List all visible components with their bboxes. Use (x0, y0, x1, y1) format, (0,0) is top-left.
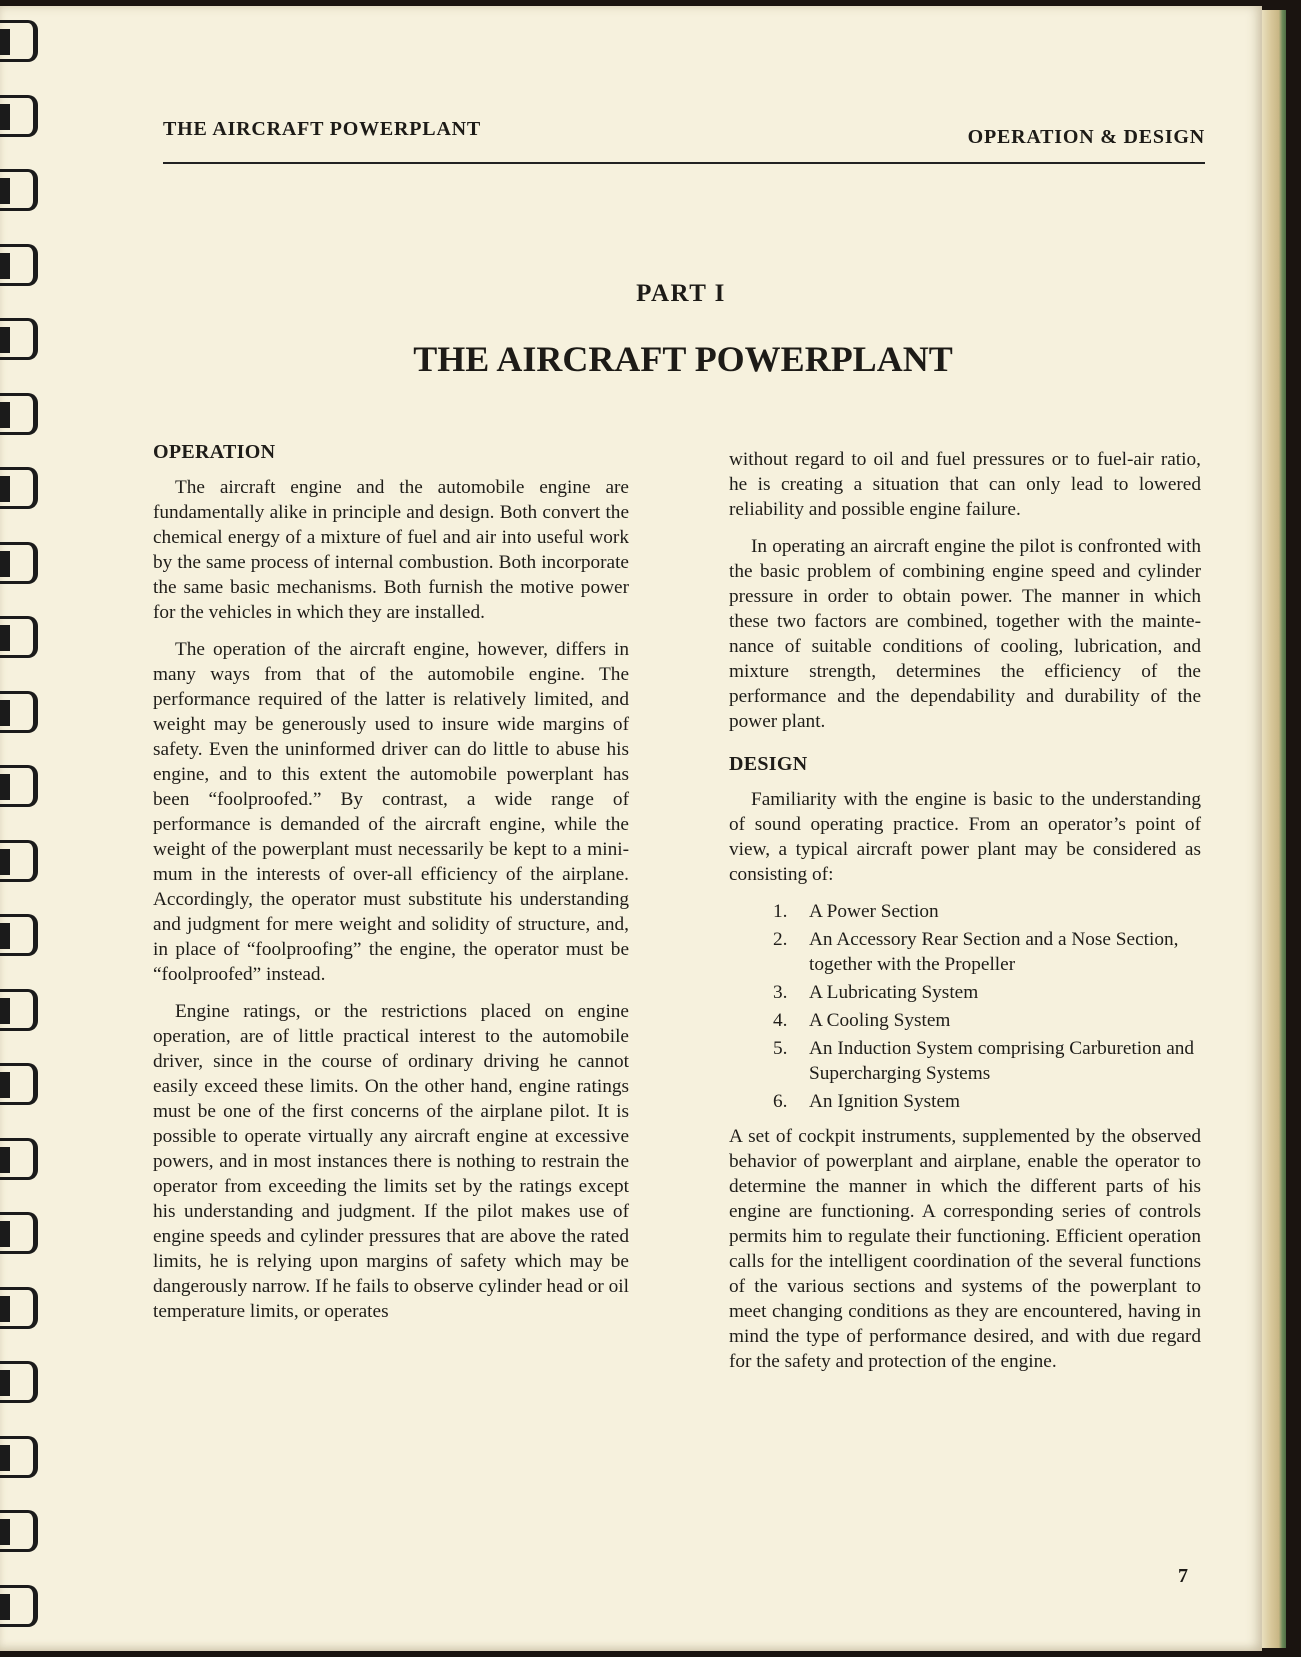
binding-coil (0, 840, 38, 882)
list-number: 5. (773, 1038, 788, 1059)
list-number: 1. (773, 901, 788, 922)
section-heading-design: DESIGN (729, 753, 808, 775)
paragraph: A set of cockpit instruments, supplemented by the observed behavior of powerplant and airplane, enable the operator to determine the manner in which the different parts of his engine are functioning. A corresponding series of controls permits him to regulate their functioning. Efficient operation calls for the intelligent coordination of the several functions of the various sections and systems of the powerplant to meet changing conditions as they are encountered, having in mind the type of performance desired, and with due regard for the safety and protection of the engine. (729, 1126, 1201, 1372)
paragraph: Familiarity with the engine is basic to the understanding of sound operating practice. From an operator’s point of view, a typical aircraft power plant may be considered as consisting of: (729, 789, 1201, 885)
left-column (153, 440, 629, 1336)
binding-coil (0, 393, 38, 435)
page-number: 7 (1178, 1565, 1188, 1587)
list-number: 4. (773, 1010, 788, 1031)
binding-coil (0, 169, 38, 211)
list-text: An Ignition System (809, 1091, 961, 1112)
binding-coil (0, 1287, 38, 1329)
running-header (163, 112, 1205, 164)
list-text: A Cooling System (809, 1010, 951, 1031)
paragraph: In operating an aircraft engine the pilot is confronted with the basic problem of combining engine speed and cylinder pressure in order to obtain power. The manner in which these two factors are combined, together with the maintenance of suitable conditions of cooling, lubrication, and mixture strength, determines the efficiency of the performance and the dependability and durability of the power plant. (729, 536, 1201, 732)
binding-coil (0, 1436, 38, 1478)
binding-coil (0, 20, 38, 62)
binding-coil (0, 467, 38, 509)
binding-coil (0, 1361, 38, 1403)
paragraph: without regard to oil and fuel pressures or to fuel-air ratio, he is creating a situation that can only lead to lowered reliability and possible engine failure. (729, 449, 1201, 520)
part-title: THE AIRCRAFT POWERPLANT (413, 339, 953, 379)
list-number: 3. (773, 982, 788, 1003)
list-item (729, 1089, 1201, 1114)
paragraph: The operation of the aircraft engine, however, differs in many ways from that of the automobile engine. The performance required of the latter is relatively limited, and weight may be generously used to insure wide margins of safety. Even the uninformed driver can do little to abuse his engine, and to this extent the automobile powerplant has been “foolproofed.” By contrast, a wide range of performance is demanded of the aircraft engine, while the weight of the powerplant must necessarily be kept to a minimum in the interests of over-all efficiency of the airplane. Accordingly, the operator must substitute his understanding and judgment for mere weight and solidity of structure, and, in place of “foolproofing” the engine, the operator must be “foolproofed” instead. (153, 639, 629, 985)
list-item (729, 927, 1201, 977)
paragraph: The aircraft engine and the automobile engine are fundamentally alike in principle and design. Both convert the chemical energy of a mixture of fuel and air into useful work by the same process of internal combustion. Both incorporate the same basic mechanisms. Both furnish the motive power for the vehicles in which they are installed. (153, 477, 629, 623)
binding-coil (0, 1585, 38, 1627)
header-book-title: THE AIRCRAFT POWERPLANT (163, 118, 482, 140)
binding-coil (0, 765, 38, 807)
list-item (729, 1008, 1201, 1033)
page-edge-stack (1262, 10, 1286, 1648)
binding-coil (0, 95, 38, 137)
binding-coil (0, 1063, 38, 1105)
binding-coil (0, 1138, 38, 1180)
header-section-title: OPERATION & DESIGN (967, 126, 1205, 148)
binding-coil (0, 1212, 38, 1254)
part-label: PART I (636, 280, 726, 307)
list-text: An Induction System comprising Carburetion and Supercharging Systems (809, 1038, 1195, 1084)
section-heading-operation: OPERATION (153, 441, 276, 463)
list-text: A Lubricating System (809, 982, 979, 1003)
binding-coil (0, 616, 38, 658)
list-item (729, 1036, 1201, 1086)
list-item (729, 980, 1201, 1005)
list-text: An Accessory Rear Section and a Nose Section, together with the Propeller (809, 929, 1179, 975)
list-text: A Power Section (809, 901, 939, 922)
binding-coil (0, 989, 38, 1031)
paragraph: Engine ratings, or the restrictions placed on engine operation, are of little practical interest to the automobile driver, since in the course of ordinary driving he cannot easily exceed these limits. On the other hand, engine ratings must be one of the first concerns of the airplane pilot. It is possible to operate virtually any aircraft engine at excessive powers, and in most instances there is nothing to restrain the operator from exceeding the limits set by the ratings except his understanding and judgment. If the pilot makes use of engine speeds and cylinder pressures that are above the rated limits, he is relying upon margins of safety which may be dangerously narrow. If he fails to observe cylinder head or oil temperature limits, or operates (153, 1001, 629, 1322)
binding-coil (0, 691, 38, 733)
binding-coil (0, 1510, 38, 1552)
spiral-binding (0, 0, 44, 1657)
component-list (729, 899, 1201, 1114)
list-number: 6. (773, 1091, 788, 1112)
right-column (729, 447, 1201, 1386)
binding-coil (0, 914, 38, 956)
list-item (729, 899, 1201, 924)
list-number: 2. (773, 929, 788, 950)
binding-coil (0, 542, 38, 584)
